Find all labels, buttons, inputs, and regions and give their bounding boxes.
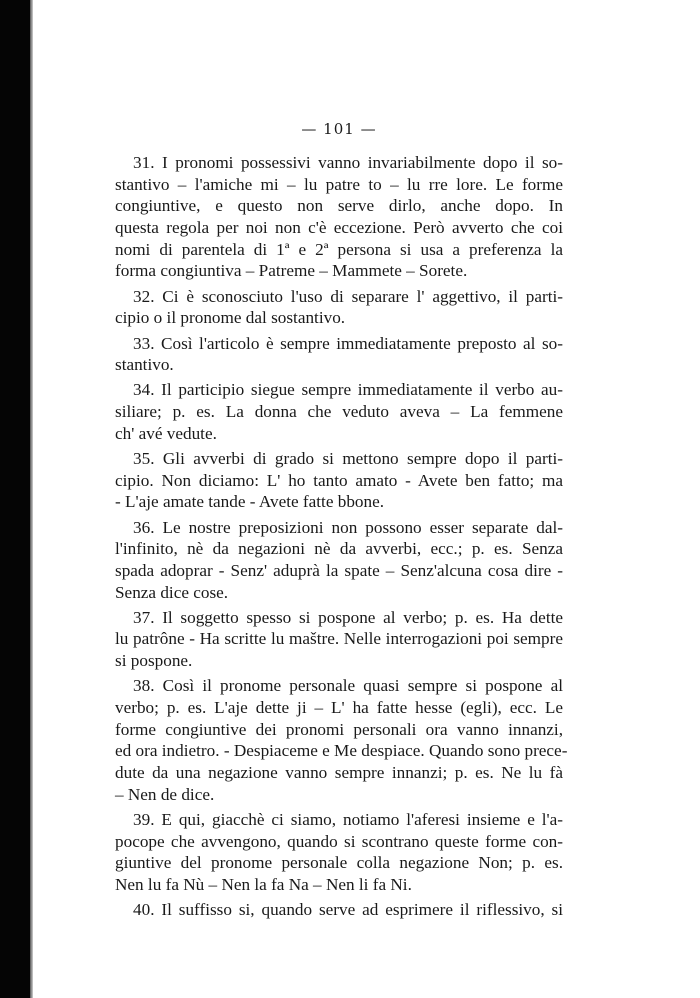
text-line: siliare; p. es. La donna che veduto aveva – La femmene [115,402,563,422]
text-line: questa regola per noi non c'è eccezione. Però avverto che coi [115,218,563,238]
text-line: 38. Così il pronome personale quasi sempre si pospone al [133,676,563,696]
page-body [115,120,568,921]
text-line: verbo; p. es. L'aje dette ji – L' ha fatte hesse (egli), ecc. Le [115,698,563,717]
text-line: 37. Il soggetto spesso si pospone al verbo; p. es. Ha dette [133,607,563,627]
text-line: stantivo – l'amiche mi – lu patre to – lu rre lore. Le forme [115,174,563,194]
text-block [115,152,568,921]
text-line: 33. Così l'articolo è sempre immediatamente preposto al so- [133,333,563,353]
text-line: 35. Gli avverbi di grado si mettono sempre dopo il parti- [133,448,563,468]
text-line: congiuntive, e questo non serve dirlo, anche dopo. In [115,196,563,216]
text-line: nomi di parentela di 1ª e 2ª persona si usa a preferenza la [115,239,563,259]
text-line: forma congiuntiva – Patreme – Mammete – Sorete. [115,261,468,281]
text-line: ch' avé vedute. [115,423,217,443]
text-line: Nen lu fa Nù – Nen la fa Na – Nen li fa Ni. [115,875,412,894]
text-line: ed ora indietro. - Despiaceme e Me despiace. Quando sono prece- [115,741,568,761]
text-line: lu patrône - Ha scritte lu maštre. Nelle interrogazioni poi sempre [115,629,563,649]
text-line: - L'aje amate tande - Avete fatte bbone. [115,492,385,512]
text-line: 36. Le nostre preposizioni non possono esser separate dal- [133,517,563,537]
page-number: — 101 — [301,120,377,138]
text-line: 39. E qui, giacchè ci siamo, notiamo l'aferesi insieme e l'a- [133,809,563,829]
text-line: giuntive del pronome personale colla negazione Non; p. es. [115,853,563,873]
text-line: pocope che avvengono, quando si scontrano queste forme con- [115,831,563,851]
text-line: 40. Il suffisso si, quando serve ad esprimere il riflessivo, si [133,900,563,920]
book-spine-shadow [0,0,30,998]
text-line: 32. Ci è sconosciuto l'uso di separare l' aggettivo, il parti- [133,286,563,306]
text-line: 34. Il participio siegue sempre immediatamente il verbo au- [133,380,563,400]
book-spine-edge [30,0,33,998]
text-line: – Nen de dice. [115,784,215,804]
text-line: forme congiuntive dei pronomi personali ora vanno innanzi, [115,719,563,739]
text-line: si pospone. [115,651,193,671]
text-line: 31. I pronomi possessivi vanno invariabilmente dopo il so- [133,153,563,172]
text-line: stantivo. [115,355,174,375]
text-line: Senza dice cose. [115,582,229,602]
text-line: spada adoprar - Senz' aduprà la spate – Senz'alcuna cosa dire - [115,560,563,580]
text-line: cipio. Non diciamo: L' ho tanto amato - Avete ben fatto; ma [115,470,563,490]
text-line: cipio o il pronome dal sostantivo. [115,308,346,328]
text-line: dute da una negazione vanno sempre innanzi; p. es. Ne lu fà [115,763,563,783]
text-line: l'infinito, nè da negazioni nè da avverbi, ecc.; p. es. Senza [115,539,563,559]
